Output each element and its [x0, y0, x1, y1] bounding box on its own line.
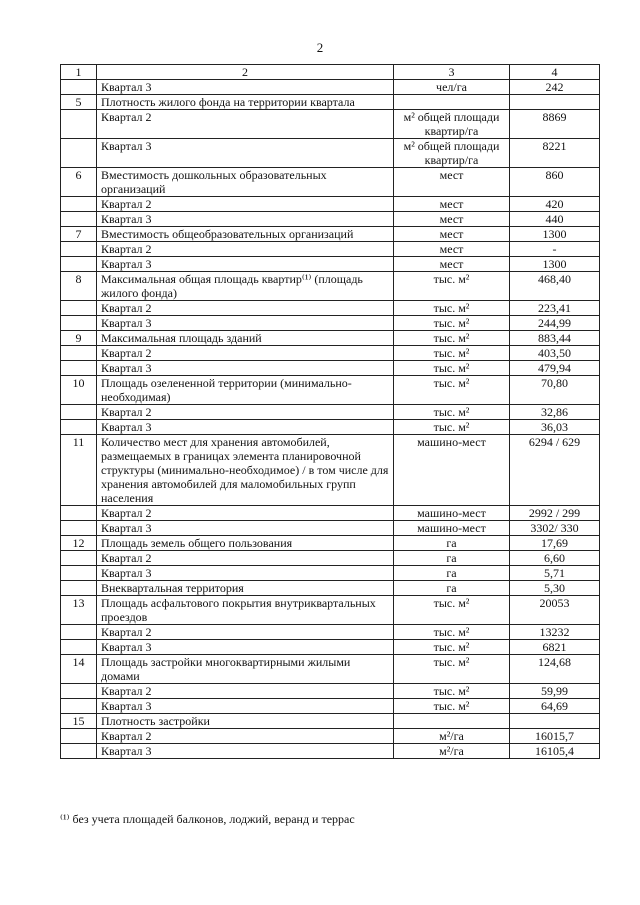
row-number: [61, 212, 97, 227]
row-number: [61, 521, 97, 536]
table-row: [61, 346, 600, 361]
table-row: [61, 536, 600, 551]
table-row: [61, 110, 600, 139]
header-cell-num: 1: [61, 65, 97, 80]
row-value: 1300: [510, 257, 600, 272]
row-value: 8221: [510, 139, 600, 168]
row-number: [61, 316, 97, 331]
row-name: Максимальная общая площадь квартир⁽¹⁾ (площадь жилого фонда): [97, 272, 394, 301]
row-number: [61, 684, 97, 699]
row-value: 860: [510, 168, 600, 197]
row-unit: м²/га: [394, 744, 510, 759]
row-value: 32,86: [510, 405, 600, 420]
row-unit: тыс. м²: [394, 625, 510, 640]
row-unit: га: [394, 536, 510, 551]
row-value: 17,69: [510, 536, 600, 551]
row-unit: тыс. м²: [394, 640, 510, 655]
row-name: Квартал 3: [97, 521, 394, 536]
row-number: 12: [61, 536, 97, 551]
row-value: [510, 714, 600, 729]
row-name: Квартал 3: [97, 80, 394, 95]
row-name: Квартал 3: [97, 420, 394, 435]
row-name: Квартал 3: [97, 139, 394, 168]
row-number: 5: [61, 95, 97, 110]
row-value: 70,80: [510, 376, 600, 405]
row-unit: тыс. м²: [394, 596, 510, 625]
row-number: [61, 257, 97, 272]
row-unit: машино-мест: [394, 435, 510, 506]
row-value: 479,94: [510, 361, 600, 376]
row-name: Квартал 3: [97, 212, 394, 227]
table-row: [61, 596, 600, 625]
row-number: [61, 729, 97, 744]
row-value: 223,41: [510, 301, 600, 316]
row-name: Плотность жилого фонда на территории квартала: [97, 95, 394, 110]
row-number: 8: [61, 272, 97, 301]
row-number: [61, 699, 97, 714]
table-row: [61, 551, 600, 566]
row-name: Квартал 3: [97, 744, 394, 759]
table-row: [61, 420, 600, 435]
row-unit: [394, 95, 510, 110]
row-number: 14: [61, 655, 97, 684]
row-value: 16015,7: [510, 729, 600, 744]
row-number: 11: [61, 435, 97, 506]
table-row: [61, 625, 600, 640]
row-unit: га: [394, 551, 510, 566]
row-unit: тыс. м²: [394, 405, 510, 420]
row-name: Площадь асфальтового покрытия внутриквартальных проездов: [97, 596, 394, 625]
row-number: [61, 551, 97, 566]
table-row: [61, 581, 600, 596]
row-name: Квартал 3: [97, 257, 394, 272]
row-unit: тыс. м²: [394, 420, 510, 435]
row-number: 6: [61, 168, 97, 197]
row-name: Квартал 3: [97, 566, 394, 581]
table-row: [61, 566, 600, 581]
row-value: 8869: [510, 110, 600, 139]
row-value: 6,60: [510, 551, 600, 566]
table-row: [61, 242, 600, 257]
row-unit: мест: [394, 227, 510, 242]
table-row: [61, 316, 600, 331]
table-row: [61, 506, 600, 521]
row-number: 13: [61, 596, 97, 625]
row-number: [61, 405, 97, 420]
header-cell-unit: 3: [394, 65, 510, 80]
row-number: 7: [61, 227, 97, 242]
row-value: 64,69: [510, 699, 600, 714]
row-number: [61, 110, 97, 139]
row-number: [61, 581, 97, 596]
table-header-row: [61, 65, 600, 80]
table-row: [61, 212, 600, 227]
row-name: Квартал 2: [97, 242, 394, 257]
row-unit: м² общей площади квартир/га: [394, 139, 510, 168]
row-name: Квартал 3: [97, 316, 394, 331]
table-row: [61, 80, 600, 95]
row-value: 16105,4: [510, 744, 600, 759]
row-unit: тыс. м²: [394, 301, 510, 316]
row-name: Вместимость общеобразовательных организаций: [97, 227, 394, 242]
row-value: 6821: [510, 640, 600, 655]
row-number: [61, 301, 97, 316]
row-name: Площадь озелененной территории (минимально-необходимая): [97, 376, 394, 405]
row-number: [61, 744, 97, 759]
table-row: [61, 714, 600, 729]
row-value: 883,44: [510, 331, 600, 346]
row-unit: тыс. м²: [394, 699, 510, 714]
indicators-table: [60, 64, 600, 759]
row-unit: га: [394, 566, 510, 581]
row-number: 10: [61, 376, 97, 405]
row-unit: чел/га: [394, 80, 510, 95]
row-number: [61, 420, 97, 435]
row-number: [61, 361, 97, 376]
row-name: Квартал 3: [97, 640, 394, 655]
row-unit: м² общей площади квартир/га: [394, 110, 510, 139]
row-name: Максимальная площадь зданий: [97, 331, 394, 346]
row-name: Площадь застройки многоквартирными жилыми домами: [97, 655, 394, 684]
row-number: [61, 80, 97, 95]
row-value: 6294 / 629: [510, 435, 600, 506]
row-value: 20053: [510, 596, 600, 625]
table-row: [61, 272, 600, 301]
row-value: [510, 95, 600, 110]
page-number: 2: [316, 40, 324, 55]
row-unit: тыс. м²: [394, 376, 510, 405]
row-name: Вместимость дошкольных образовательных организаций: [97, 168, 394, 197]
row-number: 15: [61, 714, 97, 729]
row-value: 420: [510, 197, 600, 212]
table-row: [61, 684, 600, 699]
table-row: [61, 301, 600, 316]
row-name: Плотность застройки: [97, 714, 394, 729]
row-value: 468,40: [510, 272, 600, 301]
row-name: Квартал 2: [97, 110, 394, 139]
row-unit: машино-мест: [394, 521, 510, 536]
row-unit: м²/га: [394, 729, 510, 744]
row-number: [61, 346, 97, 361]
row-value: 5,30: [510, 581, 600, 596]
row-value: 403,50: [510, 346, 600, 361]
row-unit: [394, 714, 510, 729]
row-value: 244,99: [510, 316, 600, 331]
row-name: Квартал 2: [97, 346, 394, 361]
table-row: [61, 139, 600, 168]
table-row: [61, 168, 600, 197]
row-unit: тыс. м²: [394, 655, 510, 684]
row-unit: га: [394, 581, 510, 596]
table-row: [61, 257, 600, 272]
row-name: Квартал 2: [97, 301, 394, 316]
row-unit: тыс. м²: [394, 361, 510, 376]
footnote: ⁽¹⁾ без учета площадей балконов, лоджий, веранд и террас: [60, 812, 355, 826]
row-name: Количество мест для хранения автомобилей, размещаемых в границах элемента планировочной структуры (минимально-необходимое) / в том числе для хранения автомобилей для маломобильных групп населения: [97, 435, 394, 506]
row-value: 5,71: [510, 566, 600, 581]
table-row: [61, 729, 600, 744]
table-row: [61, 227, 600, 242]
table-row: [61, 640, 600, 655]
row-unit: тыс. м²: [394, 316, 510, 331]
table-row: [61, 361, 600, 376]
header-cell-value: 4: [510, 65, 600, 80]
row-unit: тыс. м²: [394, 684, 510, 699]
row-name: Внеквартальная территория: [97, 581, 394, 596]
table-row: [61, 744, 600, 759]
row-number: [61, 566, 97, 581]
table-row: [61, 405, 600, 420]
table-row: [61, 435, 600, 506]
table-row: [61, 95, 600, 110]
table-row: [61, 521, 600, 536]
row-value: 3302/ 330: [510, 521, 600, 536]
row-number: [61, 506, 97, 521]
row-name: Квартал 3: [97, 361, 394, 376]
row-name: Квартал 2: [97, 405, 394, 420]
row-value: 242: [510, 80, 600, 95]
row-number: [61, 640, 97, 655]
row-unit: мест: [394, 257, 510, 272]
row-unit: мест: [394, 168, 510, 197]
row-name: Квартал 2: [97, 684, 394, 699]
row-name: Квартал 2: [97, 551, 394, 566]
row-value: 13232: [510, 625, 600, 640]
table-row: [61, 655, 600, 684]
row-number: [61, 197, 97, 212]
row-value: 440: [510, 212, 600, 227]
table-row: [61, 197, 600, 212]
row-name: Квартал 2: [97, 197, 394, 212]
row-unit: тыс. м²: [394, 331, 510, 346]
row-value: 2992 / 299: [510, 506, 600, 521]
row-number: [61, 242, 97, 257]
row-number: [61, 139, 97, 168]
table-row: [61, 699, 600, 714]
row-unit: мест: [394, 242, 510, 257]
row-name: Площадь земель общего пользования: [97, 536, 394, 551]
row-name: Квартал 2: [97, 729, 394, 744]
row-name: Квартал 3: [97, 699, 394, 714]
row-name: Квартал 2: [97, 506, 394, 521]
row-number: [61, 625, 97, 640]
header-cell-name: 2: [97, 65, 394, 80]
row-value: 36,03: [510, 420, 600, 435]
row-unit: тыс. м²: [394, 346, 510, 361]
row-value: 59,99: [510, 684, 600, 699]
row-number: 9: [61, 331, 97, 346]
row-name: Квартал 2: [97, 625, 394, 640]
row-value: 124,68: [510, 655, 600, 684]
row-value: 1300: [510, 227, 600, 242]
row-unit: тыс. м²: [394, 272, 510, 301]
table-row: [61, 331, 600, 346]
row-unit: мест: [394, 212, 510, 227]
row-unit: мест: [394, 197, 510, 212]
row-unit: машино-мест: [394, 506, 510, 521]
row-value: -: [510, 242, 600, 257]
table-row: [61, 376, 600, 405]
